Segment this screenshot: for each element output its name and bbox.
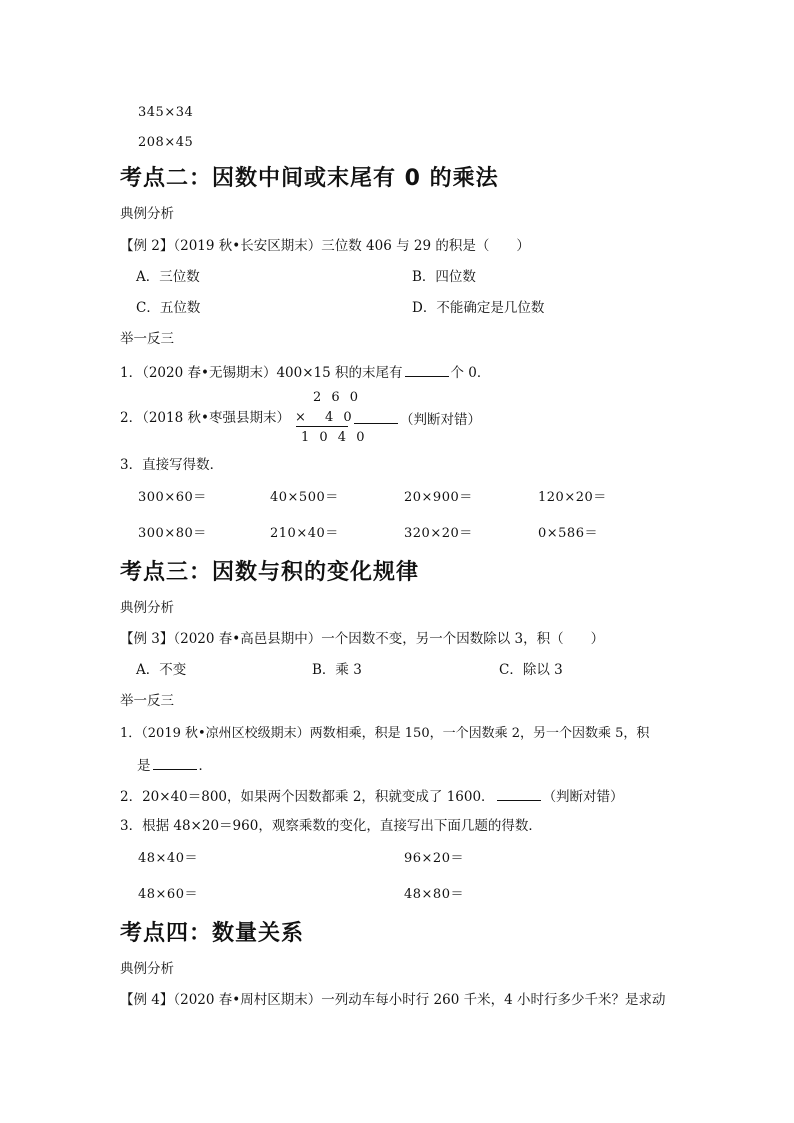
answer-blank[interactable] [405,365,449,377]
section-heading: 考点四：数量关系 [120,921,305,946]
practice-question-2 [120,789,624,805]
calc-item: 0×586＝ [538,526,598,541]
question-text: 1．（2020 春•无锡期末）400×15 积的末尾有 [120,365,403,381]
option-c[interactable]: C．除以 3 [499,662,563,678]
calc-item: 20×900＝ [404,490,473,505]
section-heading: 考点二：因数中间或末尾有 0 的乘法 [120,166,499,191]
calc-line: 345×34 [138,105,194,120]
vertical-result: 1 0 4 0 [301,430,368,445]
calc-item: 48×60＝ [138,887,198,902]
section-heading: 考点三：因数与积的变化规律 [120,560,420,585]
calc-line: 208×45 [138,135,194,150]
option-a[interactable]: A．不变 [136,662,187,678]
question-text: ． [198,758,212,774]
option-b[interactable]: B．乘 3 [312,662,362,678]
practice-label: 举一反三 [120,331,174,347]
practice-question-3: 3．根据 48×20＝960，观察乘数的变化，直接写出下面几题的得数． [120,818,542,834]
calc-item: 96×20＝ [404,851,464,866]
vertical-multiplicand: 2 6 0 [313,390,362,405]
example-label: 典例分析 [120,961,174,977]
calc-item: 210×40＝ [270,526,339,541]
practice-question-2 [120,412,290,426]
calc-item: 300×80＝ [138,526,207,541]
vertical-multiplier: 4 0 [325,410,355,425]
question-text: 个 0． [450,365,491,381]
calc-item: 40×500＝ [270,490,339,505]
calc-item: 300×60＝ [138,490,207,505]
answer-blank[interactable] [354,412,398,424]
question-text: （判断对错） [400,412,481,428]
calc-item: 320×20＝ [404,526,473,541]
example-question: 【例 3】（2020 春•高邑县期中）一个因数不变，另一个因数除以 3，积（ ） [120,631,605,647]
vertical-line [296,426,348,427]
option-d[interactable]: D．不能确定是几位数 [412,300,545,316]
practice-question-3: 3．直接写得数． [120,457,224,473]
answer-blank[interactable] [497,789,541,801]
question-text: 是 [137,758,151,774]
calc-item: 120×20＝ [538,490,607,505]
judge-suffix [352,412,481,428]
option-a[interactable]: A．三位数 [136,269,200,285]
answer-blank[interactable] [153,758,197,770]
practice-question-1: 1．（2019 秋•凉州区校级期末）两数相乘，积是 150，一个因数乘 2，另一个因数乘 5，积 [120,726,650,741]
example-label: 典例分析 [120,600,174,616]
option-b[interactable]: B．四位数 [412,269,476,285]
calc-item: 48×80＝ [404,887,464,902]
example-question: 【例 2】（2019 秋•长安区期末）三位数 406 与 29 的积是（ ） [120,238,530,254]
question-text: 2．（2018 秋•枣强县期末） [120,410,290,426]
example-question: 【例 4】（2020 春•周村区期末）一列动车每小时行 260 千米，4 小时行多少千米？是求动 [120,992,666,1008]
option-c[interactable]: C．五位数 [136,300,201,316]
practice-label: 举一反三 [120,693,174,709]
multiply-sign: × [295,410,306,425]
practice-question-1-cont [137,758,212,774]
question-text: （判断对错） [542,789,624,805]
practice-question-1 [120,365,490,381]
example-label: 典例分析 [120,206,174,222]
calc-item: 48×40＝ [138,851,198,866]
question-text: 2．20×40＝800，如果两个因数都乘 2，积就变成了 1600． [120,789,495,805]
